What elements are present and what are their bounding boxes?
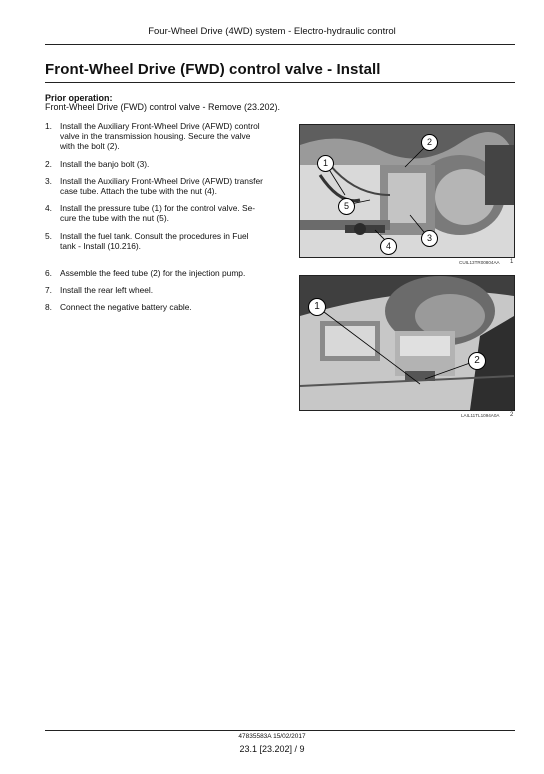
page-header: Four-Wheel Drive (4WD) system - Electro-hydraulic control [148, 26, 396, 37]
figure-1-illustration [300, 125, 514, 257]
step-text: cure the tube with the nut (5). [60, 213, 169, 224]
step-number: 5. [45, 230, 52, 241]
step-text: Install the Auxiliary Front-Wheel Drive (AFWD) transfer [60, 175, 263, 186]
step-1 [45, 121, 281, 152]
prior-operation-link[interactable]: Front-Wheel Drive (FWD) control valve - Remove (23.202). [45, 102, 281, 112]
step-number: 4. [45, 203, 52, 214]
step-number: 1. [45, 121, 52, 131]
step-text: case tube. Attach the tube with the nut (4). [60, 186, 217, 197]
step-text: Connect the negative battery cable. [60, 302, 192, 313]
figure-2-illustration [300, 276, 514, 410]
step-text: tank - Install (10.216). [60, 240, 141, 251]
step-number: 6. [45, 268, 52, 279]
step-text: Install the Auxiliary Front-Wheel Drive (AFWD) control [60, 121, 260, 131]
step-text: Install the fuel tank. Consult the procedures in Fuel [60, 230, 249, 241]
step-number: 7. [45, 285, 52, 296]
title-divider [45, 82, 515, 83]
step-8 [45, 302, 281, 312]
footer-divider [45, 730, 515, 731]
document-code: 47835583A 15/02/2017 [238, 733, 306, 740]
step-text: valve in the transmission housing. Secure the valve [60, 131, 251, 142]
figure-1-caption: CUIL13TR00804AA [459, 260, 500, 265]
page-number: 23.1 [23.202] / 9 [239, 744, 305, 754]
page-title: Front-Wheel Drive (FWD) control valve - Install [45, 61, 381, 78]
step-text: with the bolt (2). [60, 141, 120, 152]
header-divider [45, 44, 515, 45]
step-text: Install the rear left wheel. [60, 285, 154, 296]
callout-2: 2 [421, 134, 438, 151]
callout-1: 1 [308, 298, 326, 316]
callout-5: 5 [338, 198, 355, 215]
step-7 [45, 285, 281, 295]
step-text: Install the banjo bolt (3). [60, 158, 150, 169]
step-number: 8. [45, 302, 52, 313]
figure-2-caption: LAIL11TL1094A0A [461, 413, 500, 418]
step-3 [45, 176, 281, 196]
step-number: 3. [45, 175, 52, 186]
callout-1: 1 [317, 155, 334, 172]
callout-4: 4 [380, 238, 397, 255]
figure-1-number: 1 [510, 259, 514, 265]
step-2 [45, 159, 281, 169]
step-6 [45, 268, 281, 278]
step-number: 2. [45, 158, 52, 169]
step-4 [45, 203, 281, 223]
figure-1-photo [299, 124, 515, 258]
step-text: Install the pressure tube (1) for the control valve. Se- [60, 203, 256, 214]
callout-3: 3 [421, 230, 438, 247]
figure-2-number: 2 [510, 412, 514, 418]
procedure-steps [45, 121, 281, 313]
step-text: Assemble the feed tube (2) for the injection pump. [60, 268, 246, 279]
prior-operation-heading: Prior operation: [45, 93, 113, 103]
callout-2: 2 [468, 352, 486, 370]
step-5 [45, 231, 281, 251]
figure-2-photo [299, 275, 515, 411]
